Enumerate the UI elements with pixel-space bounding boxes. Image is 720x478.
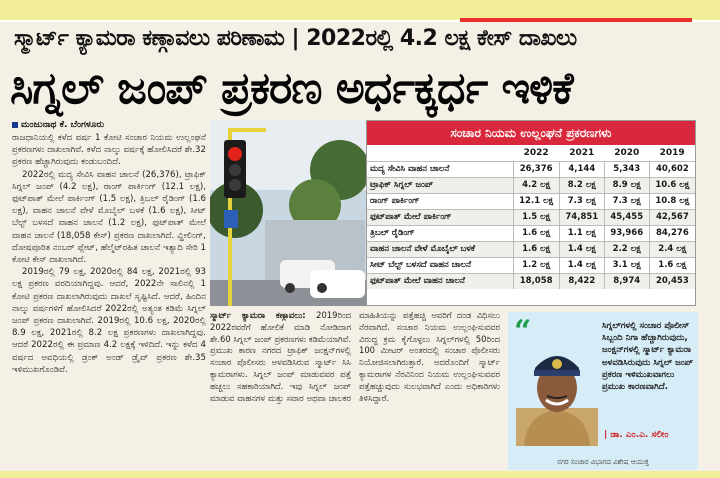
middle-paragraph <box>210 310 500 404</box>
middle-lead: ಸ್ಮಾರ್ಟ್ ಕ್ಯಾಮರಾ ಕಣ್ಗಾವಲು: <box>210 310 306 320</box>
cell-value: 2.4 ಲಕ್ಷ <box>649 241 695 257</box>
table-header-blank <box>367 145 513 161</box>
row-label: ವಾಹನ ಚಾಲನೆ ವೇಳೆ ಮೊಬೈಲ್ ಬಳಕೆ <box>367 241 513 257</box>
quote-mark-icon: “ <box>514 314 532 349</box>
left-paragraph: 2019ರಲ್ಲಿ 79 ಲಕ್ಷ, 2020ರಲ್ಲಿ 84 ಲಕ್ಷ, 2021ರಲ್ಲಿ 93 ಲಕ್ಷ ಪ್ರಕರಣ ವರದಿಯಾಗಿದ್ದವು. ಆದರೆ, 2022ನೇ ಸಾಲಿನಲ್ಲಿ 1 ಕೋಟಿ ಪ್ರಕರಣ ದಾಖಲಾಗಿರುವುದು ದಾಖಲೆ ಸೃಷ್ಟಿಸಿದೆ. ಆದರೆ, ಹಿಂದಿನ ನಾಲ್ಕು ವರ್ಷಗಳಿಗೆ ಹೋಲಿಸಿದರೆ 2022ರಲ್ಲಿ ಅತ್ಯಂತ ಕಡಿಮೆ ಸಿಗ್ನಲ್ ಜಂಪ್ ಪ್ರಕರಣ ದಾಖಲಾಗಿವೆ. 2019ರಲ್ಲಿ 10.6 ಲಕ್ಷ, 2020ರಲ್ಲಿ 8.9 ಲಕ್ಷ, 2021ರಲ್ಲಿ 8.2 ಲಕ್ಷ ಪ್ರಕರಣಗಳು ದಾಖಲಾಗಿದ್ದವು. ಆದರೆ 2022ರಲ್ಲಿ ಈ ಪ್ರಮಾಣ 4.2 ಲಕ್ಷಕ್ಕೆ ಇಳಿದಿದೆ. ಇನ್ನು ಕಳೆದ 4 ವರ್ಷದ ಅವಧಿಯಲ್ಲಿ ಡ್ರಂಕ್ ಅಂಡ್ ಡ್ರೈವ್ ಪ್ರಕರಣ ಶೇ.35 ಇಳಿಮುಖಗೊಂಡಿವೆ. <box>12 267 206 375</box>
cell-value: 74,851 <box>559 209 604 225</box>
table-row <box>367 257 695 273</box>
quote-designation: ನಗರ ಸಂಚಾರ ವಿಭಾಗದ ವಿಶೇಷ ಆಯುಕ್ತ <box>508 458 698 470</box>
cell-value: 1.1 ಲಕ್ಷ <box>559 225 604 241</box>
table-header-year: 2021 <box>569 147 595 158</box>
cell-value: 93,966 <box>604 225 649 241</box>
table-row <box>367 161 695 177</box>
cell-value: 18,058 <box>513 273 559 289</box>
violations-data-table <box>367 145 695 289</box>
cell-value: 1.4 ಲಕ್ಷ <box>559 257 604 273</box>
table-row <box>367 225 695 241</box>
top-red-accent <box>460 18 692 22</box>
cell-value: 26,376 <box>513 161 559 177</box>
cell-value: 7.3 ಲಕ್ಷ <box>604 193 649 209</box>
quote-attribution: | ಡಾ. ಎಂ.ಎ. ಸಲೀಂ <box>604 430 669 440</box>
cell-value: 4.2 ಲಕ್ಷ <box>513 177 559 193</box>
traffic-signal-photo <box>210 120 367 306</box>
table-header-year: 2022 <box>523 147 549 158</box>
cell-value: 12.1 ಲಕ್ಷ <box>513 193 559 209</box>
bottom-strip <box>0 471 720 478</box>
top-color-strip <box>0 0 720 22</box>
row-label: ಮದ್ಯ ಸೇವಿಸಿ ವಾಹನ ಚಾಲನೆ <box>367 161 513 177</box>
cell-value: 1.6 ಲಕ್ಷ <box>513 241 559 257</box>
cell-value: 8.2 ಲಕ್ಷ <box>559 177 604 193</box>
cell-value: 10.6 ಲಕ್ಷ <box>649 177 695 193</box>
cell-value: 1.4 ಲಕ್ಷ <box>559 241 604 257</box>
cell-value: 3.1 ಲಕ್ಷ <box>604 257 649 273</box>
cell-value: 8,974 <box>604 273 649 289</box>
middle-article-columns <box>210 310 500 470</box>
row-label: ತ್ರಿಬಲ್ ರೈಡಿಂಗ್ <box>367 225 513 241</box>
middle-body: 2019ರಿಂದ 2022ರವರೆಗೆ ಹೋಲಿಕೆ ಮಾಡಿ ನೋಡಿದಾಗ ಶೇ.60 ಸಿಗ್ನಲ್ ಜಂಪ್ ಪ್ರಕರಣಗಳು ಕಡಿಮೆಯಾಗಿವೆ. ಪ್ರಮುಖ ಕಾರಣ ನಗರದ ಟ್ರಾಫಿಕ್ ಜಂಕ್ಷನ್‌ಗಳಲ್ಲಿ ಸಂಚಾರ ಪೊಲೀಸರು ಅಳವಡಿಸಿರುವ ಸ್ಮಾರ್ಟ್ ಸಿಸಿ ಕ್ಯಾಮರಾಗಳು. ಸಿಗ್ನಲ್ ಜಂಪ್ ಮಾಡುವವರ ಪತ್ತೆ ಹಚ್ಚಲು ಸಹಕಾರಿಯಾಗಿದೆ. ಇವು ಸಿಗ್ನಲ್ ಜಂಪ್ ಮಾಡುವ ವಾಹನಗಳ ಮತ್ತು ಸವಾರ ಅಥವಾ ಚಾಲಕರ ಮಾಹಿತಿಯನ್ನು ಪತ್ತೆಹಚ್ಚಿ ಅವರಿಗೆ ದಂಡ ವಿಧಿಸಲು ನೆರವಾಗಿದೆ. ಸಂಚಾರ ನಿಯಮ ಉಲ್ಲಂಘಿಸುವವರ ವಿರುದ್ಧ ಕ್ರಮ ಕೈಗೊಳ್ಳಲು ಸಿಗ್ನಲ್‌ಗಳಲ್ಲಿ 50ರಿಂದ 100 ಮೀಟರ್ ಅಂತರದಲ್ಲಿ ಸಂಚಾರ ಪೊಲೀಸರು ನಿಯೋಜಿಸಲಾಗಿರುತ್ತಾರೆ. ಅದರೊಂದಿಗೆ ಸ್ಮಾರ್ಟ್ ಕ್ಯಾಮರಾಗಳ ನೆರವಿನಿಂದ ನಿಯಮ ಉಲ್ಲಂಘಿಸುವವರ ಪತ್ತೆಹಚ್ಚುವುದು ಸುಲಭವಾಗಿದೆ ಎಂದು ಅಧಿಕಾರಿಗಳು ತಿಳಿಸಿದ್ದಾರೆ. <box>210 310 500 403</box>
cell-value: 1.2 ಲಕ್ಷ <box>513 257 559 273</box>
table-row <box>367 209 695 225</box>
table-row <box>367 241 695 257</box>
row-label: ಟ್ರಾಫಿಕ್ ಸಿಗ್ನಲ್ ಜಂಪ್ <box>367 177 513 193</box>
traffic-signal-illustration <box>210 120 367 306</box>
left-paragraph: ರಾಜಧಾನಿಯಲ್ಲಿ ಕಳೆದ ವರ್ಷ 1 ಕೋಟಿ ಸಂಚಾರ ನಿಯಮ ಉಲ್ಲಂಘನೆ ಪ್ರಕರಣಗಳು ದಾಖಲಾಗಿವೆ. ಕಳೆದ ನಾಲ್ಕು ವರ್ಷಕ್ಕೆ ಹೋಲಿಸಿದರೆ ಶೇ.32 ಪ್ರಕರಣ ಹೆಚ್ಚಾಗಿರುವುದು ಕಂಡುಬಂದಿದೆ. <box>12 133 206 168</box>
byline-text: ಮಂಜುನಾಥ ಕೆ. ಬೆಂಗಳೂರು <box>21 120 105 130</box>
kicker-headline: ಸ್ಮಾರ್ಟ್ ಕ್ಯಾಮರಾ ಕಣ್ಗಾವಲು ಪರಿಣಾಮ | 2022ರಲ್ಲಿ 4.2 ಲಕ್ಷ ಕೇಸ್ ದಾಖಲು <box>14 26 577 51</box>
left-article-column <box>12 120 206 470</box>
cell-value: 8.9 ಲಕ್ಷ <box>604 177 649 193</box>
cell-value: 5,343 <box>604 161 649 177</box>
row-label: ಫುಟ್‌ಪಾತ್ ಮೇಲೆ ಪಾರ್ಕಿಂಗ್ <box>367 209 513 225</box>
cell-value: 1.6 ಲಕ್ಷ <box>513 225 559 241</box>
cell-value: 84,276 <box>649 225 695 241</box>
cell-value: 10.8 ಲಕ್ಷ <box>649 193 695 209</box>
table-header-year: 2019 <box>659 147 685 158</box>
quote-text: ಸಿಗ್ನಲ್‌ಗಳಲ್ಲಿ ಸಂಚಾರ ಪೊಲೀಸ್ ಸಿಬ್ಬಂದಿ ನಿಗಾ ಹೆಚ್ಚಾಗಿರುವುದು, ಜಂಕ್ಷನ್‌ಗಳಲ್ಲಿ ಸ್ಮಾರ್ಟ್ ಕ್ಯಾಮರಾ ಅಳವಡಿಸಿರುವುದು ಸಿಗ್ನಲ್ ಜಂಪ್ ಪ್ರಕರಣ ಇಳಿಮುಖವಾಗಲು ಪ್ರಮುಖ ಕಾರಣವಾಗಿದೆ. <box>602 321 693 393</box>
table-header-row <box>367 145 695 161</box>
byline-square-icon <box>12 122 18 128</box>
row-label: ರಾಂಗ್ ಪಾರ್ಕಿಂಗ್ <box>367 193 513 209</box>
left-paragraph: 2022ರಲ್ಲಿ ಮದ್ಯ ಸೇವಿಸಿ ವಾಹನ ಚಾಲನೆ (26,376), ಟ್ರಾಫಿಕ್ ಸಿಗ್ನಲ್ ಜಂಪ್ (4.2 ಲಕ್ಷ), ರಾಂಗ್ ಪಾರ್ಕಿಂಗ್ (12.1 ಲಕ್ಷ), ಫುಟ್‌ಪಾತ್ ಮೇಲೆ ಪಾರ್ಕಿಂಗ್ (1.5 ಲಕ್ಷ), ತ್ರಿಬಲ್ ರೈಡಿಂಗ್ (1.6 ಲಕ್ಷ), ವಾಹನ ಚಾಲನೆ ವೇಳೆ ಮೊಬೈಲ್ ಬಳಕೆ (1.6 ಲಕ್ಷ), ಸೀಟ್ ಬೆಲ್ಟ್ ಬಳಸದೆ ವಾಹನ ಚಾಲನೆ (1.2 ಲಕ್ಷ), ಫುಟ್‌ಪಾತ್ ಮೇಲೆ ವಾಹನ ಚಾಲನೆ (18,058 ಕೇಸ್) ಪ್ರಕರಣ ದಾಖಲಾಗಿದೆ. ವ್ಹೀಲಿಂಗ್, ದೋಷಪೂರಿತ ನಂಬರ್ ಪ್ಲೇಟ್, ಹೆಲ್ಮೆಟ್‌ರಹಿತ ಚಾಲನೆ ಇತ್ಯಾದಿ ಸೇರಿ 1 ಕೋಟಿ ಕೇಸ್ ದಾಖಲಾಗಿದೆ. <box>12 169 206 266</box>
quote-box <box>508 312 698 458</box>
cell-value: 40,602 <box>649 161 695 177</box>
row-label: ಫುಟ್‌ಪಾತ್ ಮೇಲೆ ವಾಹನ ಚಾಲನೆ <box>367 273 513 289</box>
officer-portrait <box>516 338 598 446</box>
table-row <box>367 273 695 289</box>
table-title: ಸಂಚಾರ ನಿಯಮ ಉಲ್ಲಂಘನೆ ಪ್ರಕರಣಗಳು <box>367 121 695 145</box>
cell-value: 2.2 ಲಕ್ಷ <box>604 241 649 257</box>
table-row <box>367 193 695 209</box>
table-row <box>367 177 695 193</box>
cell-value: 20,453 <box>649 273 695 289</box>
violations-table <box>366 120 696 306</box>
cell-value: 8,422 <box>559 273 604 289</box>
cell-value: 1.5 ಲಕ್ಷ <box>513 209 559 225</box>
cell-value: 42,567 <box>649 209 695 225</box>
main-headline: ಸಿಗ್ನಲ್ ಜಂಪ್ ಪ್ರಕರಣ ಅರ್ಧಕ್ಕರ್ಧ ಇಳಿಕೆ <box>10 63 573 114</box>
row-label: ಸೀಟ್ ಬೆಲ್ಟ್ ಬಳಸದೆ ವಾಹನ ಚಾಲನೆ <box>367 257 513 273</box>
cell-value: 7.3 ಲಕ್ಷ <box>559 193 604 209</box>
cell-value: 4,144 <box>559 161 604 177</box>
table-header-year: 2020 <box>614 147 640 158</box>
cell-value: 45,455 <box>604 209 649 225</box>
cell-value: 1.6 ಲಕ್ಷ <box>649 257 695 273</box>
byline <box>12 120 206 130</box>
